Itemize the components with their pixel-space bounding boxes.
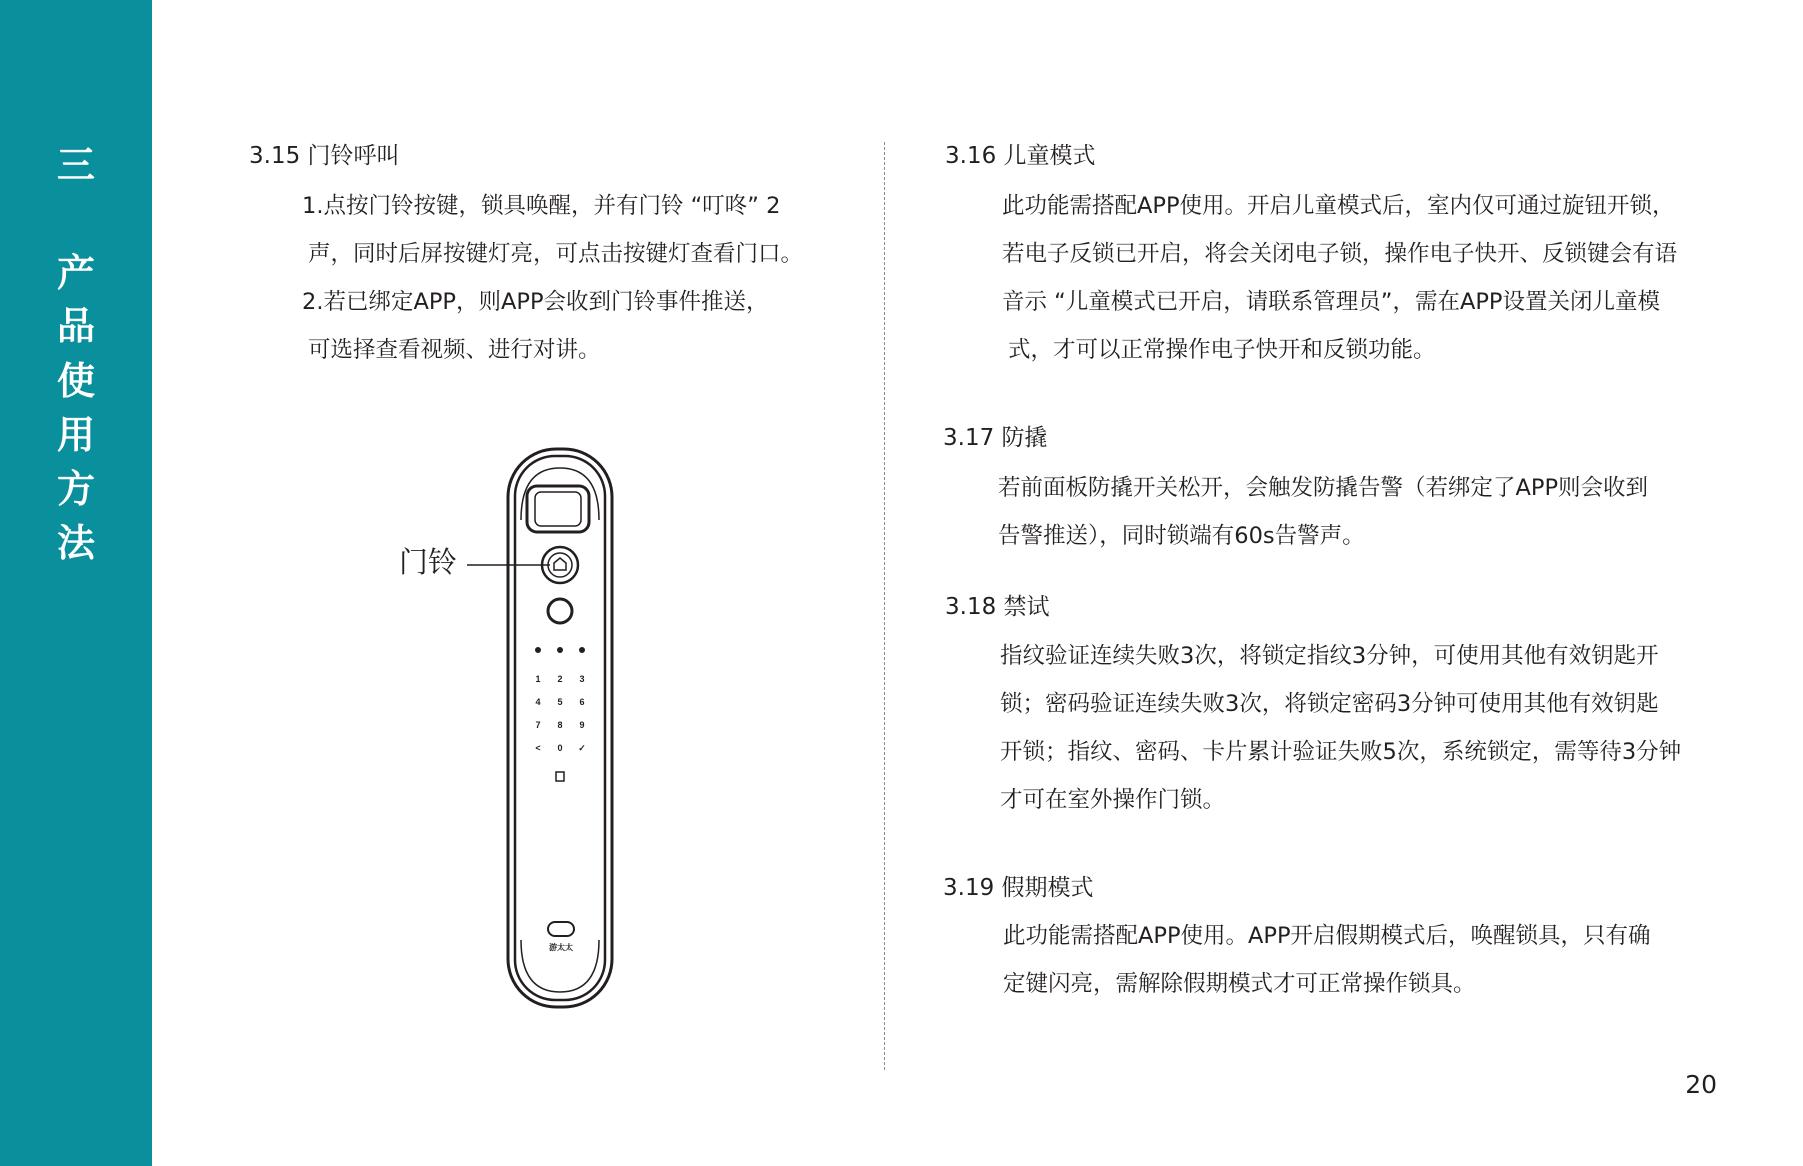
chapter-title-char: 法 bbox=[56, 521, 95, 565]
chapter-title-char: 方 bbox=[56, 467, 95, 511]
key-icon-b bbox=[557, 647, 563, 653]
keypad-key: 8 bbox=[557, 720, 563, 730]
body-line: 若前面板防撬开关松开，会触发防撬告警（若绑定了APP则会收到 bbox=[998, 475, 1649, 501]
keypad-key: 9 bbox=[579, 720, 585, 730]
body-line: 此功能需搭配APP使用。APP开启假期模式后，唤醒锁具，只有确 bbox=[1003, 923, 1651, 949]
doorbell-button-ring bbox=[548, 553, 572, 577]
body-line: 可选择查看视频、进行对讲。 bbox=[308, 337, 601, 363]
body-line: 才可在室外操作门锁。 bbox=[1000, 787, 1226, 813]
chapter-title-char: 品 bbox=[56, 304, 95, 348]
brand-mark: 游太太 bbox=[549, 943, 573, 952]
section-body-3-17 bbox=[998, 464, 1648, 560]
page-number: 20 bbox=[1685, 1070, 1717, 1099]
body-line: 声，同时后屏按键灯亮，可点击按键灯查看门口。 bbox=[308, 241, 804, 267]
chapter-title-char: 使 bbox=[56, 359, 95, 403]
key-icon-c bbox=[579, 647, 585, 653]
body-line: 式，才可以正常操作电子快开和反锁功能。 bbox=[1008, 337, 1436, 363]
column-divider bbox=[884, 142, 885, 1070]
chapter-sidebar bbox=[0, 0, 152, 1166]
body-line: 此功能需搭配APP使用。开启儿童模式后，室内仅可通过旋钮开锁， bbox=[1002, 193, 1675, 219]
chapter-title-char: 用 bbox=[56, 413, 95, 457]
keypad-key: 3 bbox=[579, 674, 585, 684]
section-heading-3-17: 3.17 防撬 bbox=[943, 425, 1048, 451]
keypad-key: 7 bbox=[535, 720, 541, 730]
section-heading-3-19: 3.19 假期模式 bbox=[943, 875, 1094, 901]
body-line: 锁；密码验证连续失败3次，将锁定密码3分钟可使用其他有效钥匙 bbox=[1000, 691, 1659, 717]
keypad-key: 1 bbox=[535, 674, 541, 684]
display-window-inner bbox=[535, 492, 581, 526]
chapter-number: 三 bbox=[56, 143, 95, 187]
keypad-key: < bbox=[535, 743, 541, 753]
smart-lock-illustration bbox=[455, 440, 625, 1020]
display-window bbox=[527, 486, 589, 532]
section-body-3-16 bbox=[1002, 182, 1677, 374]
keypad-key: 5 bbox=[557, 697, 563, 707]
body-line: 若电子反锁已开启，将会关闭电子锁，操作电子快开、反锁键会有语 bbox=[1002, 241, 1678, 267]
body-line: 音示 “儿童模式已开启，请联系管理员”，需在APP设置关闭儿童模 bbox=[1002, 289, 1660, 315]
keypad-key: 6 bbox=[579, 697, 585, 707]
doorbell-callout-label: 门铃 bbox=[399, 545, 458, 579]
chapter-title-char: 产 bbox=[56, 251, 95, 295]
key-icon-a bbox=[535, 647, 541, 653]
section-body-3-18 bbox=[1000, 632, 1681, 824]
keypad-key: 4 bbox=[535, 697, 541, 707]
keypad-key: ✓ bbox=[578, 743, 586, 753]
body-line: 开锁；指纹、密码、卡片累计验证失败5次，系统锁定，需等待3分钟 bbox=[1000, 739, 1682, 765]
body-line: 告警推送），同时锁端有60s告警声。 bbox=[998, 523, 1365, 549]
section-body-3-15 bbox=[302, 182, 803, 374]
body-line: 指纹验证连续失败3次，将锁定指纹3分钟，可使用其他有效钥匙开 bbox=[1000, 643, 1659, 669]
keypad-key: 2 bbox=[557, 674, 563, 684]
section-heading-3-15: 3.15 门铃呼叫 bbox=[249, 143, 400, 169]
section-body-3-19 bbox=[1003, 912, 1651, 1008]
keypad-key: 0 bbox=[557, 743, 563, 753]
section-heading-3-18: 3.18 禁试 bbox=[945, 594, 1050, 620]
body-line: 2.若已绑定APP，则APP会收到门铃事件推送， bbox=[302, 289, 769, 315]
house-icon bbox=[554, 558, 566, 570]
body-line: 定键闪亮，需解除假期模式才可正常操作锁具。 bbox=[1003, 971, 1476, 997]
lock-key-icon bbox=[556, 772, 564, 781]
section-heading-3-16: 3.16 儿童模式 bbox=[945, 143, 1096, 169]
body-line: 1.点按门铃按键，锁具唤醒，并有门铃 “叮咚” 2 bbox=[302, 193, 781, 219]
key-slot bbox=[548, 922, 574, 936]
fingerprint-sensor bbox=[548, 599, 572, 623]
